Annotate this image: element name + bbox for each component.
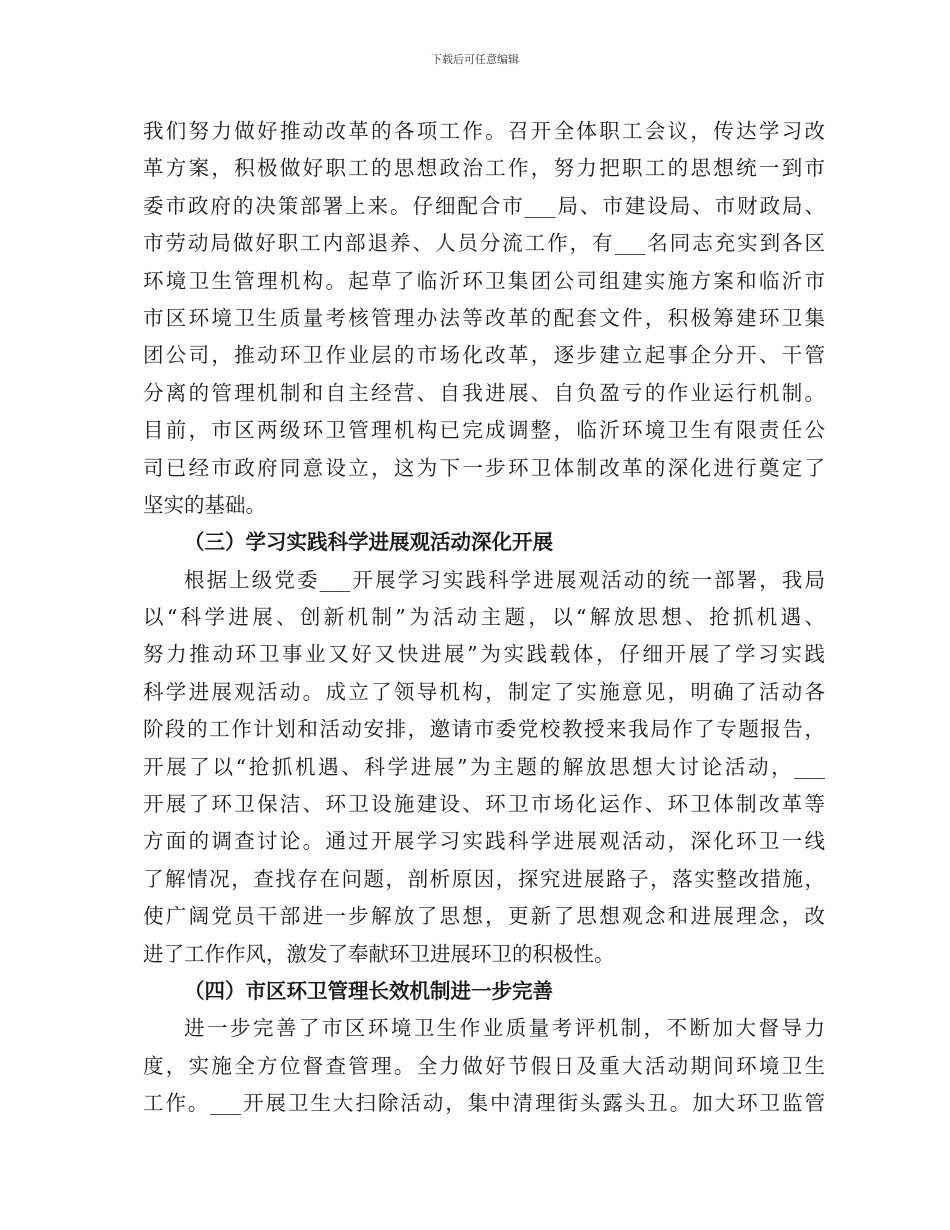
paragraph-line: 开展了环卫保洁、环卫设施建设、环卫市场化运作、环卫体制改革等	[143, 792, 825, 817]
paragraph-line: 市劳动局做好职工内部退养、人员分流工作，有___名同志充实到各区	[143, 231, 825, 256]
paragraph-line: 开展了以“抢抓机遇、科学进展”为主题的解放思想大讨论活动，___	[143, 754, 825, 779]
paragraph-line: 分离的管理机制和自主经营、自我进展、自负盈亏的作业运行机制。	[143, 380, 825, 405]
paragraph-line: 度，实施全方位督查管理。全力做好节假日及重大活动期间环境卫生	[143, 1053, 825, 1078]
paragraph-line: 使广阔党员干部进一步解放了思想，更新了思想观念和进展理念，改	[143, 904, 825, 929]
section-heading: （三）学习实践科学进展观活动深化开展	[184, 530, 553, 555]
paragraph-line: 坚实的基础。	[143, 492, 266, 517]
paragraph-line: 革方案，积极做好职工的思想政治工作，努力把职工的思想统一到市	[143, 156, 825, 181]
paragraph-line: 了解情况，查找存在问题，剖析原因，探究进展路子，落实整改措施，	[143, 866, 825, 891]
paragraph-line: 市区环境卫生质量考核管理办法等改革的配套文件，积极筹建环卫集	[143, 305, 825, 330]
paragraph-line: 工作。___开展卫生大扫除活动，集中清理街头露头丑。加大环卫监管	[143, 1091, 825, 1116]
paragraph-line: 团公司，推动环卫作业层的市场化改革，逐步建立起事企分开、干管	[143, 343, 825, 368]
paragraph-line: 方面的调查讨论。通过开展学习实践科学进展观活动，深化环卫一线	[143, 829, 825, 854]
paragraph-line: 努力推动环卫事业又好又快进展”为实践载体，仔细开展了学习实践	[143, 642, 825, 667]
paragraph-line: 进了工作作风，激发了奉献环卫进展环卫的积极性。	[143, 941, 615, 966]
paragraph-line: 阶段的工作计划和活动安排，邀请市委党校教授来我局作了专题报告，	[143, 717, 825, 742]
document-body	[143, 113, 825, 1123]
paragraph-line: 根据上级党委___开展学习实践科学进展观活动的统一部署，我局	[184, 567, 825, 592]
paragraph-line: 环境卫生管理机构。起草了临沂环卫集团公司组建实施方案和临沂市	[143, 268, 825, 293]
paragraph-line: 进一步完善了市区环境卫生作业质量考评机制，不断加大督导力	[184, 1016, 825, 1041]
paragraph-line: 科学进展观活动。成立了领导机构，制定了实施意见，明确了活动各	[143, 679, 825, 704]
page-header-caption: 下载后可任意编辑	[431, 53, 519, 66]
paragraph-line: 目前，市区两级环卫管理机构已完成调整，临沂环境卫生有限责任公	[143, 418, 825, 443]
section-heading: （四）市区环卫管理长效机制进一步完善	[184, 978, 553, 1003]
paragraph-line: 委市政府的决策部署上来。仔细配合市___局、市建设局、市财政局、	[143, 193, 825, 218]
paragraph-line: 我们努力做好推动改革的各项工作。召开全体职工会议，传达学习改	[143, 119, 825, 143]
paragraph-line: 以“科学进展、创新机制”为活动主题，以“解放思想、抢抓机遇、	[143, 605, 825, 630]
paragraph-line: 司已经市政府同意设立，这为下一步环卫体制改革的深化进行奠定了	[143, 455, 825, 480]
